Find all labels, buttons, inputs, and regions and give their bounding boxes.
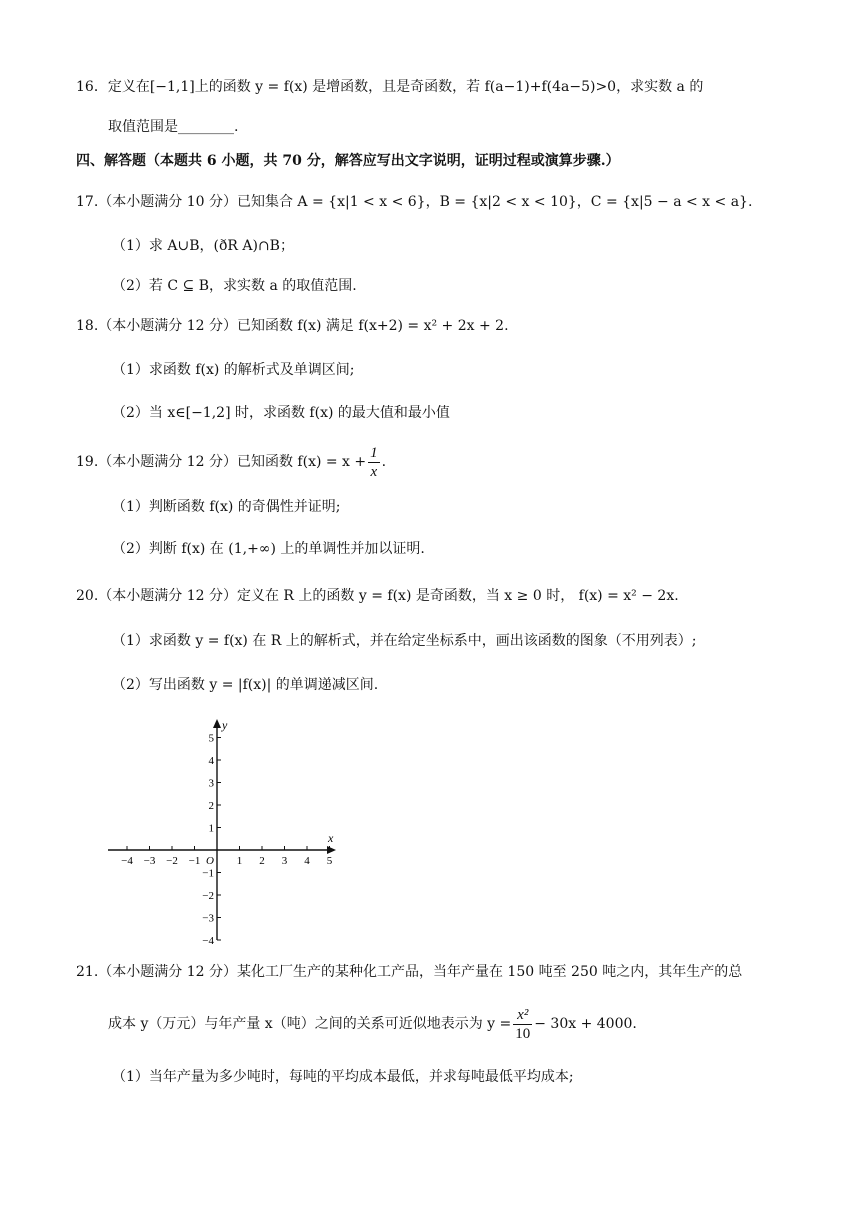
q19-part-2: （2）判断 f(x) 在 (1,+∞) 上的单调性并加以证明. bbox=[112, 541, 425, 557]
q21-fraction-denominator: 10 bbox=[515, 1025, 531, 1042]
x-tick-label: 2 bbox=[259, 855, 265, 867]
x-axis-label: x bbox=[328, 831, 334, 845]
q20-part-1: （1）求函数 y = f(x) 在 R 上的解析式，并在给定坐标系中，画出该函数的图象（不用列表）; bbox=[112, 633, 697, 649]
q20-stem: 20.（本小题满分 12 分）定义在 R 上的函数 y = f(x) 是奇函数，当 x ≥ 0 时， f(x) = x² − 2x. bbox=[76, 588, 679, 604]
q19-stem bbox=[76, 442, 386, 482]
q19-fraction-denominator: x bbox=[370, 463, 378, 480]
y-tick-label: 5 bbox=[208, 732, 214, 745]
y-axis-arrow bbox=[213, 719, 221, 728]
q21-fraction bbox=[513, 1006, 532, 1043]
coordinate-axes bbox=[108, 718, 348, 948]
y-tick-label: 2 bbox=[208, 800, 214, 812]
y-tick-label: 4 bbox=[208, 755, 214, 767]
x-tick-label: 1 bbox=[236, 855, 243, 867]
q21-stem-2 bbox=[108, 1003, 637, 1045]
q21-stem-text: 成本 y（万元）与年产量 x（吨）之间的关系可近似地表示为 y = bbox=[108, 1016, 512, 1032]
x-tick-label: −4 bbox=[121, 855, 133, 867]
y-tick-label: −3 bbox=[202, 912, 214, 925]
x-tick-label: 4 bbox=[304, 855, 310, 867]
q18-part-2: （2）当 x∈[−1,2] 时，求函数 f(x) 的最大值和最小值 bbox=[112, 405, 450, 421]
q21-stem-end: − 30x + 4000. bbox=[534, 1016, 637, 1032]
q21-stem-1: 21.（本小题满分 12 分）某化工厂生产的某种化工产品，当年产量在 150 吨至 250 吨之内，其年生产的总 bbox=[76, 964, 743, 980]
q18-part-1: （1）求函数 f(x) 的解析式及单调区间; bbox=[112, 362, 355, 378]
q17-part-1: （1）求 A∪B，(ðR A)∩B； bbox=[112, 238, 294, 254]
x-tick-label: −2 bbox=[166, 855, 178, 867]
x-tick-label: 3 bbox=[281, 855, 288, 867]
y-tick-label: 1 bbox=[208, 822, 214, 835]
q19-part-1: （1）判断函数 f(x) 的奇偶性并证明; bbox=[112, 499, 341, 515]
q19-fraction-numerator: 1 bbox=[370, 444, 378, 461]
section-heading: 四、解答题（本题共 6 小题，共 70 分，解答应写出文字说明，证明过程或演算步骤.） bbox=[76, 153, 620, 169]
y-tick-label: −4 bbox=[202, 935, 214, 947]
y-tick-label: −1 bbox=[202, 867, 214, 880]
x-tick-label: −3 bbox=[143, 855, 156, 867]
q16-line-2: 取值范围是________. bbox=[108, 119, 239, 135]
q18-stem: 18.（本小题满分 12 分）已知函数 f(x) 满足 f(x+2) = x² + 2x + 2. bbox=[76, 318, 509, 334]
q16-line-1: 16．定义在[−1,1]上的函数 y = f(x) 是增函数，且是奇函数，若 f(a−1)+f(4a−5)>0，求实数 a 的 bbox=[76, 79, 704, 95]
x-tick-label: 5 bbox=[326, 855, 333, 867]
x-axis-arrow bbox=[327, 846, 336, 854]
q19-stem-end: . bbox=[381, 454, 387, 470]
q17-stem: 17.（本小题满分 10 分）已知集合 A = {x|1 < x < 6}，B = {x|2 < x < 10}，C = {x|5 − a < x < a}. bbox=[76, 194, 753, 210]
y-axis-label: y bbox=[222, 718, 228, 732]
q20-part-2: （2）写出函数 y = |f(x)| 的单调递减区间. bbox=[112, 677, 379, 693]
q21-part-1: （1）当年产量为多少吨时，每吨的平均成本最低，并求每吨最低平均成本; bbox=[112, 1069, 574, 1085]
q21-fraction-numerator: x² bbox=[513, 1006, 532, 1025]
q17-part-2: （2）若 C ⊆ B，求实数 a 的取值范围. bbox=[112, 278, 357, 294]
y-tick-label: −2 bbox=[202, 890, 214, 902]
q19-fraction bbox=[368, 444, 380, 481]
x-tick-label: −1 bbox=[188, 855, 201, 867]
origin-label: O bbox=[206, 855, 214, 867]
y-tick-label: 3 bbox=[208, 777, 214, 790]
q19-stem-text: 19.（本小题满分 12 分）已知函数 f(x) = x + bbox=[76, 454, 367, 470]
